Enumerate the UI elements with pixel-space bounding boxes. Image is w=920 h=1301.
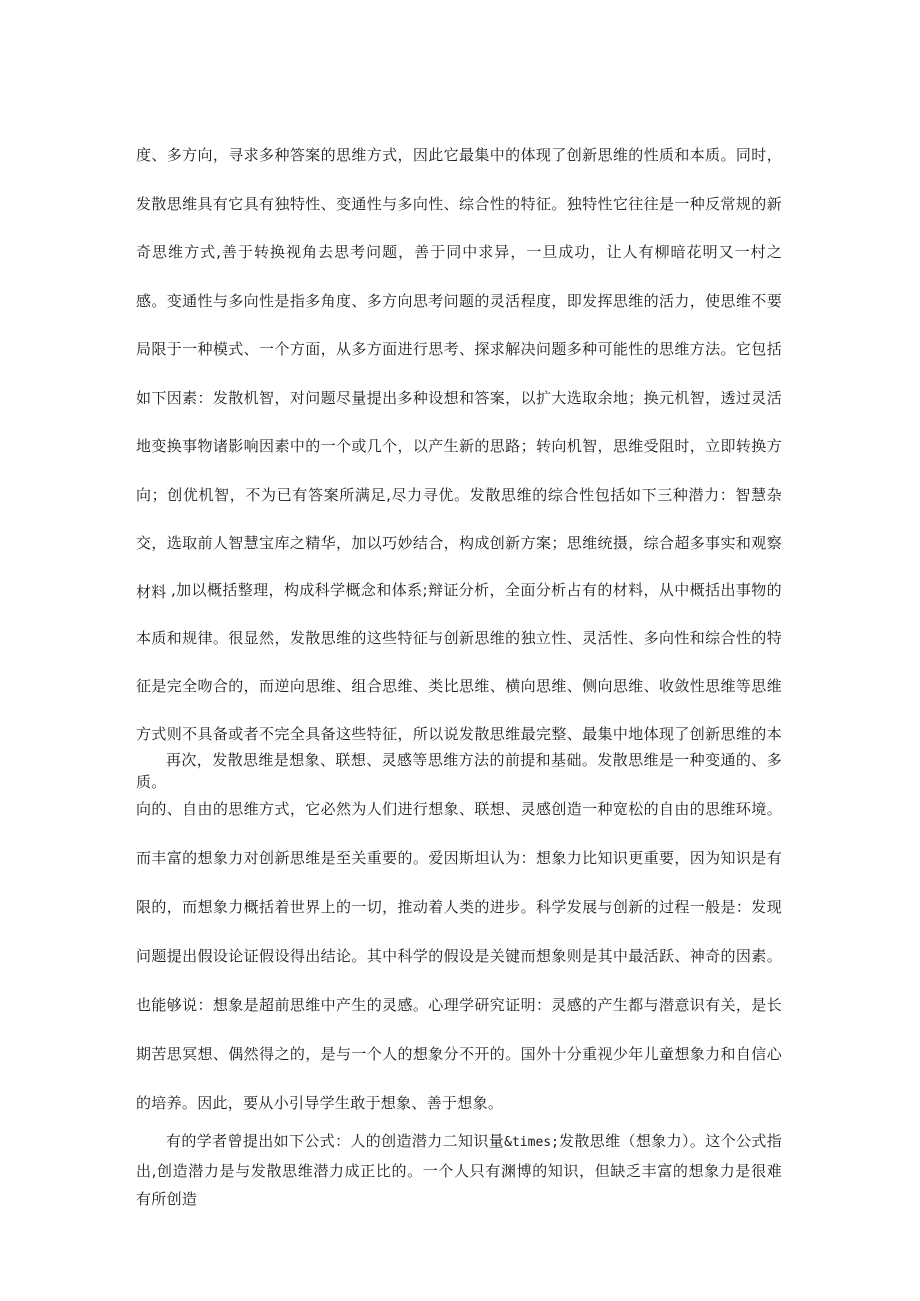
paragraph-imagination-foundation: 再次，发散思维是想象、联想、灵感等思维方法的前提和基础。发散思维是一种变通的、多向的、自由的思维方式，它必然为人们进行想象、联想、灵感创造一种宽松的自由的思维环境。而丰富的想象力对创新思维是至关重要的。爱因斯坦认为：想象力比知识更重要，因为知识是有限的，而想象力概括着世界上的一切，推动着人类的进步。科学发展与创新的过程一般是：发现问题提出假设论证假设得出结论。其中科学的假设是关键而想象则是其中最活跃、神奇的因素。也能够说：想象是超前思维中产生的灵感。心理学研究证明：灵感的产生都与潜意识有关，是长期苦思冥想、偶然得之的，是与一个人的想象分不开的。国外十分重视少年儿童想象力和自信心的培养。因此，要从小引导学生敢于想象、善于想象。 [136, 751, 782, 1112]
paragraph-creativity-formula [136, 1127, 782, 1213]
paragraph-divergent-thinking-essence: ,加以概括整理，构成科学概念和体系;辩证分析，全面分析占有的材料，从中概括出事物的本质和规律。很显然，发散思维的这些特征与创新思维的独立性、灵活性、多向性和综合性的特征是完全吻合的，而逆向思维、组合思维、类比思维、横向思维、侧向思维、收敛性思维等思维方式则不具备或者不完全具备这些特征，所以说发散思维最完整、最集中地体现了创新思维的本质。 [136, 581, 782, 791]
formula-times-entity: &times; [504, 1135, 559, 1150]
formula-text-before: 有的学者曾提出如下公式：人的创造潜力二知识量 [166, 1132, 505, 1150]
paragraph-divergent-thinking-traits: 度、多方向，寻求多种答案的思维方式，因此它最集中的体现了创新思维的性质和本质。同时，发散思维具有它具有独特性、变通性与多向性、综合性的特征。独特性它往往是一种反常规的新奇思维方式,善于转换视角去思考问题，善于同中求异，一旦成功，让人有柳暗花明又一村之感。变通性与多向性是指多角度、多方向思考问题的灵活程度，即发挥思维的活力，使思维不要局限于一种模式、一个方面，从多方面进行思考、探求解决问题多种可能性的思维方法。它包括如下因素：发散机智，对问题尽量提出多种设想和答案，以扩大选取余地；换元机智，透过灵活地变换事物诸影响因素中的一个或几个，以产生新的思路；转向机智，思维受阻时，立即转换方向；创优机智，不为已有答案所满足,尽力寻优。发散思维的综合性包括如下三种潜力：智慧杂交，选取前人智慧宝库之精华，加以巧妙结合，构成创新方案；思维统摄，综合超多事实和观察材料 [136, 146, 782, 601]
formula-text-after: 发散思维（想象力）。这个公式指出,创造潜力是与发散思维潜力成正比的。一个人只有渊博的知识，但缺乏丰富的想象力是很难有所创造 [136, 1132, 782, 1208]
